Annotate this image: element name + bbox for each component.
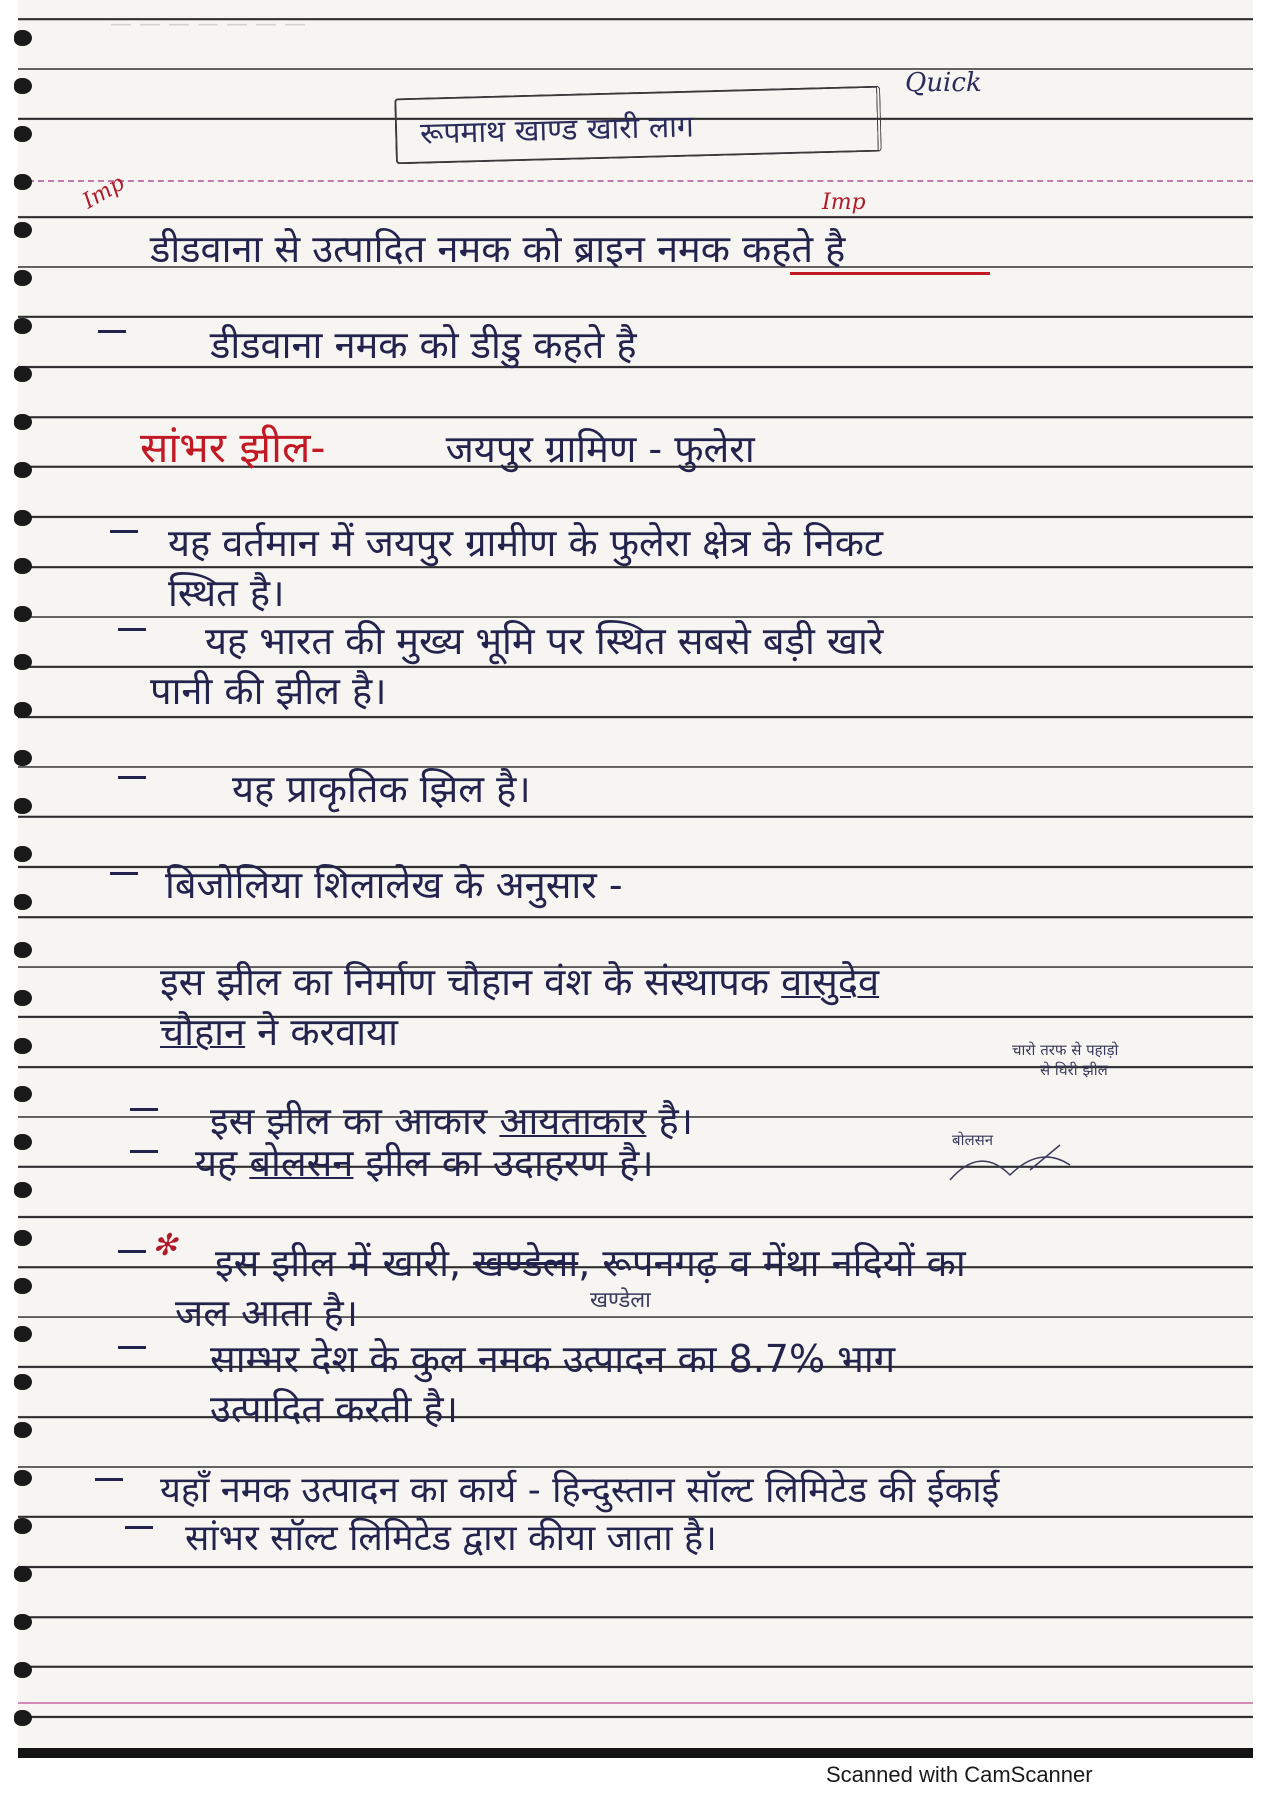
binding-hole <box>14 1422 32 1438</box>
note-line-12a: साम्भर देश के कुल नमक उत्पादन का 8.7% भाग <box>210 1337 896 1381</box>
scanner-watermark: Scanned with CamScanner <box>826 1762 1093 1787</box>
binding-hole <box>14 990 32 1006</box>
struck-word: खण्डेला <box>473 1241 579 1285</box>
binding-hole <box>14 558 32 574</box>
bullet-dash <box>110 530 138 533</box>
bottom-margin-line <box>18 1702 1253 1704</box>
binding-hole <box>14 1278 32 1294</box>
note-line-10-suffix: झील का उदाहरण है। <box>353 1141 654 1185</box>
note-line-1-suffix: कहते है <box>729 227 846 271</box>
note-line-1-prefix: डीडवाना से उत्पादित नमक को <box>150 227 574 271</box>
shape-term: आयताकार <box>499 1099 647 1143</box>
binding-hole <box>14 654 32 670</box>
binding-hole <box>14 942 32 958</box>
bullet-dash <box>130 1150 158 1153</box>
note-line-9-prefix: इस झील का आकार <box>210 1099 500 1143</box>
side-note-2: से घिरी झील <box>1040 1061 1108 1079</box>
binding-hole <box>14 1470 32 1486</box>
note-line-8b <box>160 1005 398 1057</box>
binding-hole <box>14 174 32 190</box>
binding-hole <box>14 1182 32 1198</box>
boxed-title: रूपमाथ खाण्ड खारी लाग <box>419 109 695 152</box>
correction-note: खण्डेला <box>590 1288 651 1313</box>
note-line-1 <box>150 222 845 274</box>
binding-hole <box>14 702 32 718</box>
brine-salt-term: ब्राइन नमक <box>573 227 730 271</box>
binding-hole <box>14 222 32 238</box>
bullet-dash <box>125 1526 153 1529</box>
binding-hole <box>14 1134 32 1150</box>
note-line-12b: उत्पादित करती है। <box>210 1387 459 1431</box>
imp-mark-margin: Imp <box>78 170 129 215</box>
note-line-9-suffix: है। <box>646 1099 694 1143</box>
binding-hole <box>14 1710 32 1726</box>
bullet-dash <box>118 776 146 779</box>
binding-hole <box>14 846 32 862</box>
note-line-11b: जल आता है। <box>175 1291 359 1335</box>
imp-mark-brine: Imp <box>822 190 866 215</box>
bullet-dash <box>110 872 138 875</box>
bolson-term: बोलसन <box>249 1141 354 1185</box>
section-heading-line <box>140 418 755 475</box>
bullet-dash <box>118 1250 146 1253</box>
binding-hole <box>14 798 32 814</box>
note-line-4a: यह वर्तमान में जयपुर ग्रामीण के फुलेरा क्षेत्र के निकट <box>168 521 884 565</box>
founder-name-first: वासुदेव <box>781 960 880 1004</box>
note-line-8a-text: इस झील का निर्माण चौहान वंश के संस्थापक <box>160 960 782 1004</box>
brine-underline <box>790 272 990 275</box>
bullet-dash <box>95 1478 123 1481</box>
binding-hole <box>14 270 32 286</box>
binding-hole <box>14 1662 32 1678</box>
note-line-8b-text: ने करवाया <box>245 1010 398 1054</box>
note-line-10 <box>195 1136 654 1188</box>
binding-hole <box>14 414 32 430</box>
binding-hole <box>14 78 32 94</box>
binding-hole <box>14 1086 32 1102</box>
note-line-5b: पानी की झील है। <box>150 669 387 713</box>
note-line-11a <box>215 1236 966 1288</box>
note-line-4b: स्थित है। <box>168 571 285 615</box>
note-line-11a-suffix: , रूपनगढ़ व मेंथा नदियों का <box>578 1241 966 1285</box>
spiral-binding <box>0 20 40 1760</box>
binding-hole <box>14 894 32 910</box>
bullet-dash <box>118 1346 146 1349</box>
note-line-13a: यहाँ नमक उत्पादन का कार्य - हिन्दुस्तान सॉल्ट लिमिटेड की ईकाई <box>160 1470 1000 1511</box>
bullet-dash <box>118 628 146 631</box>
note-line-6: यह प्राकृतिक झिल है। <box>232 767 531 811</box>
note-line-5a: यह भारत की मुख्य भूमि पर स्थित सबसे बड़ी खारे <box>205 619 884 663</box>
binding-hole <box>14 126 32 142</box>
note-line-13b: सांभर सॉल्ट लिमिटेड द्वारा कीया जाता है। <box>185 1518 717 1559</box>
side-note-1: चारो तरफ से पहाड़ो <box>1012 1041 1119 1059</box>
binding-hole <box>14 1326 32 1342</box>
binding-hole <box>14 1374 32 1390</box>
note-line-8a <box>160 955 879 1007</box>
binding-hole <box>14 1230 32 1246</box>
corner-note: Quick <box>905 68 982 98</box>
binding-hole <box>14 366 32 382</box>
binding-hole <box>14 1566 32 1582</box>
binding-hole <box>14 510 32 526</box>
binding-hole <box>14 1518 32 1534</box>
note-line-2: डीडवाना नमक को डीडु कहते है <box>210 323 637 367</box>
section-heading: सांभर झील- <box>140 423 326 472</box>
bleed-through-text: — — — — — — — <box>110 12 306 37</box>
binding-hole <box>14 1038 32 1054</box>
note-line-11a-prefix: इस झील में खारी, <box>215 1241 474 1285</box>
binding-hole <box>14 462 32 478</box>
bullet-dash <box>130 1108 158 1111</box>
binding-hole <box>14 606 32 622</box>
top-margin-line <box>18 180 1253 182</box>
red-star-mark: ✻ <box>152 1228 178 1263</box>
bolson-sketch <box>940 1125 1080 1195</box>
side-note-bolson: बोलसन <box>952 1131 994 1149</box>
note-line-10-prefix: यह <box>195 1141 250 1185</box>
location-text: जयपुर ग्रामिण - फुलेरा <box>445 427 755 471</box>
bullet-dash <box>98 330 126 333</box>
binding-hole <box>14 318 32 334</box>
binding-hole <box>14 30 32 46</box>
binding-hole <box>14 750 32 766</box>
founder-name-last: चौहान <box>160 1010 246 1054</box>
binding-hole <box>14 1614 32 1630</box>
note-line-7: बिजोलिया शिलालेख के अनुसार - <box>165 863 623 907</box>
